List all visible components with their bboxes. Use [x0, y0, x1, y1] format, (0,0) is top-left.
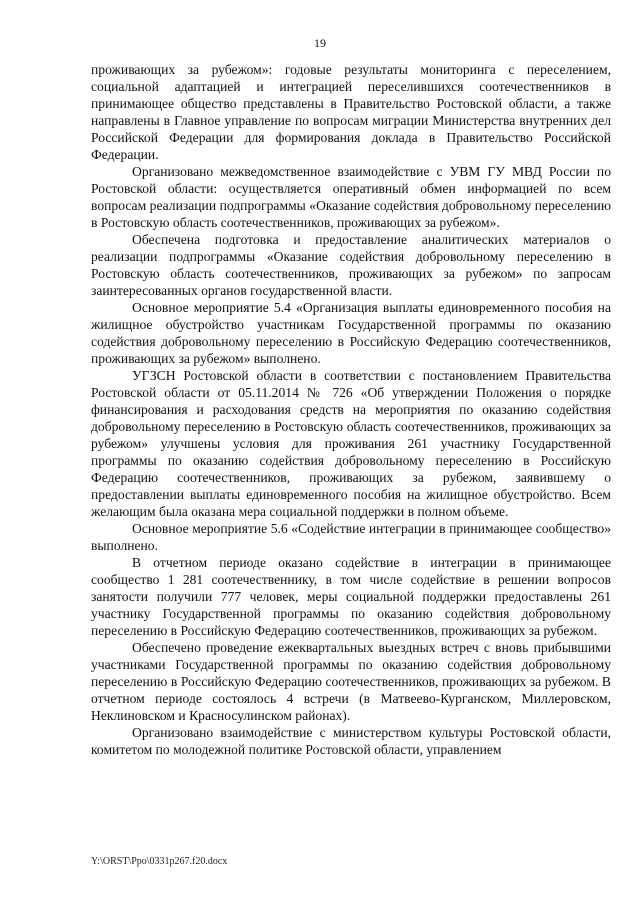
paragraph-measure-5-6: Основное мероприятие 5.6 «Содействие интеграции в принимающее сообщество» выполнено.: [91, 521, 611, 553]
paragraph-interagency-cooperation: Организовано межведомственное взаимодействие с УВМ ГУ МВД России по Ростовской области: осуществляется оперативный обмен информацией по всем вопросам реализации подпрограммы «Оказание содействия добровольному переселению в Ростовскую область соотечественников, проживающих за рубежом».: [91, 164, 611, 230]
paragraph-measure-5-4: Основное мероприятие 5.4 «Организация выплаты единовременного пособия на жилищное обустройство участникам Государственной программы по оказанию содействия добровольному переселению в Российскую Федерацию соотечественников, проживающих за рубежом» выполнено.: [91, 300, 611, 366]
paragraph-ministry-culture: Организовано взаимодействие с министерством культуры Ростовской области, комитетом по молодежной политике Ростовской области, управлением: [91, 725, 611, 757]
paragraph-analytical-materials: Обеспечена подготовка и предоставление аналитических материалов о реализации подпрограммы «Оказание содействия добровольному переселению в Ростовскую область соотечественников, проживающих за рубежом» по запросам заинтересованных органов государственной власти.: [91, 232, 611, 298]
footer-file-path: Y:\ORST\Ppo\0331p267.f20.docx: [91, 856, 228, 867]
paragraph-continuation: проживающих за рубежом»: годовые результаты мониторинга с переселением, социальной адаптацией и интеграцией переселившихся соотечественников в принимающее общество представлены в Правительство Ростовской области, а также направлены в Главное управление по вопросам миграции Министерства внутренних дел Российской Федерации для формирования доклада в Правительство Российской Федерации.: [91, 62, 611, 162]
paragraph-ugzsn-resolution: УГЗСН Ростовской области в соответствии с постановлением Правительства Ростовской области от 05.11.2014 № 726 «Об утверждении Положения о порядке финансирования и расходования средств на мероприятия по оказанию содействия добровольному переселению в Ростовскую область соотечественников, проживающих за рубежом» улучшены условия для проживания 261 участнику Государственной программы по оказанию содействия добровольному переселению в Российскую Федерацию соотечественников, проживающих за рубежом, заявившему о предоставлении выплаты единовременного пособия на жилищное обустройство. Всем желающим была оказана мера социальной поддержки в полном объеме.: [91, 368, 611, 519]
paragraph-quarterly-meetings: Обеспечено проведение ежеквартальных выездных встреч с вновь прибывшими участниками Государственной программы по оказанию содействия добровольному переселению в Российскую Федерацию соотечественников, проживающих за рубежом. В отчетном периоде состоялось 4 встречи (в Матвеево-Курганском, Миллеровском, Неклиновском и Красносулинском районах).: [91, 640, 611, 723]
document-body: [91, 61, 611, 758]
page-number: 19: [314, 36, 326, 50]
paragraph-integration-assistance: В отчетном периоде оказано содействие в интеграции в принимающее сообщество 1 281 соотечественнику, в том числе содействие в решении вопросов занятости получили 777 человек, меры социальной поддержки предоставлены 261 участнику Государственной программы по оказанию содействия добровольному переселению в Российскую Федерацию соотечественников, проживающих за рубежом.: [91, 555, 611, 638]
